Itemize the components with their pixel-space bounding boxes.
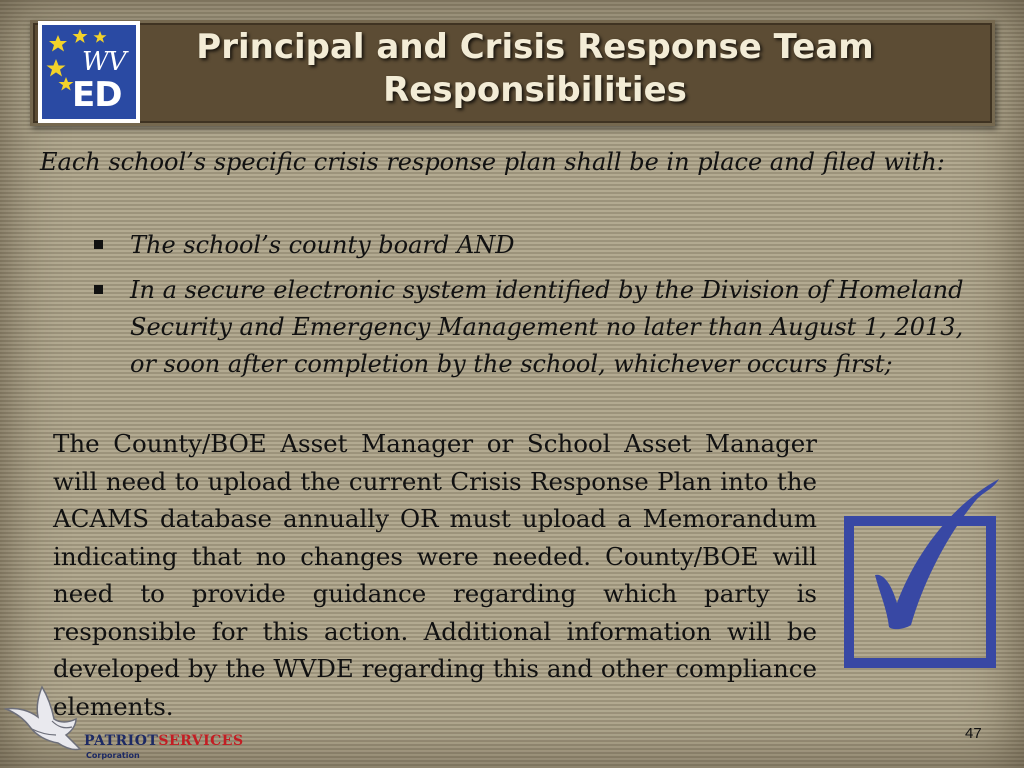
- bullet-square-icon: [94, 285, 103, 294]
- brand-subtitle: Corporation: [86, 751, 140, 760]
- wvde-logo: [38, 21, 140, 123]
- bullet-list: [90, 227, 990, 391]
- logo-ed-text: ED: [72, 75, 122, 115]
- bullet-square-icon: [94, 240, 103, 249]
- logo-wv-text: WV: [82, 47, 126, 77]
- checkmark-box-icon: [843, 475, 1003, 670]
- brand-part1: PATRIOT: [84, 733, 159, 749]
- patriot-services-brand: [84, 733, 244, 749]
- body-paragraph: The County/BOE Asset Manager or School Asset Manager will need to upload the current Crisis Response Plan into the ACAMS database annually OR must upload a Memorandum indicating that no changes were needed. County/BOE will need to provide guidance regarding which party is responsible for this action. Additional information will be developed by the WVDE regarding this and other compliance elements.: [53, 429, 817, 721]
- brand-part2: SERVICES: [158, 733, 244, 749]
- list-item: [90, 227, 990, 264]
- list-item: [90, 272, 990, 383]
- bullet-text: The school’s county board AND: [130, 231, 515, 259]
- bullet-text: In a secure electronic system identified by the Division of Homeland Security and Emergency Management no later than August 1, 2013, or soon after completion by the school, whichever occurs first;: [130, 276, 964, 378]
- page-title: Principal and Crisis Response Team Responsibilities: [196, 27, 874, 110]
- lead-text: Each school’s specific crisis response plan shall be in place and filed with:: [40, 148, 945, 176]
- page-number: 47: [965, 725, 982, 742]
